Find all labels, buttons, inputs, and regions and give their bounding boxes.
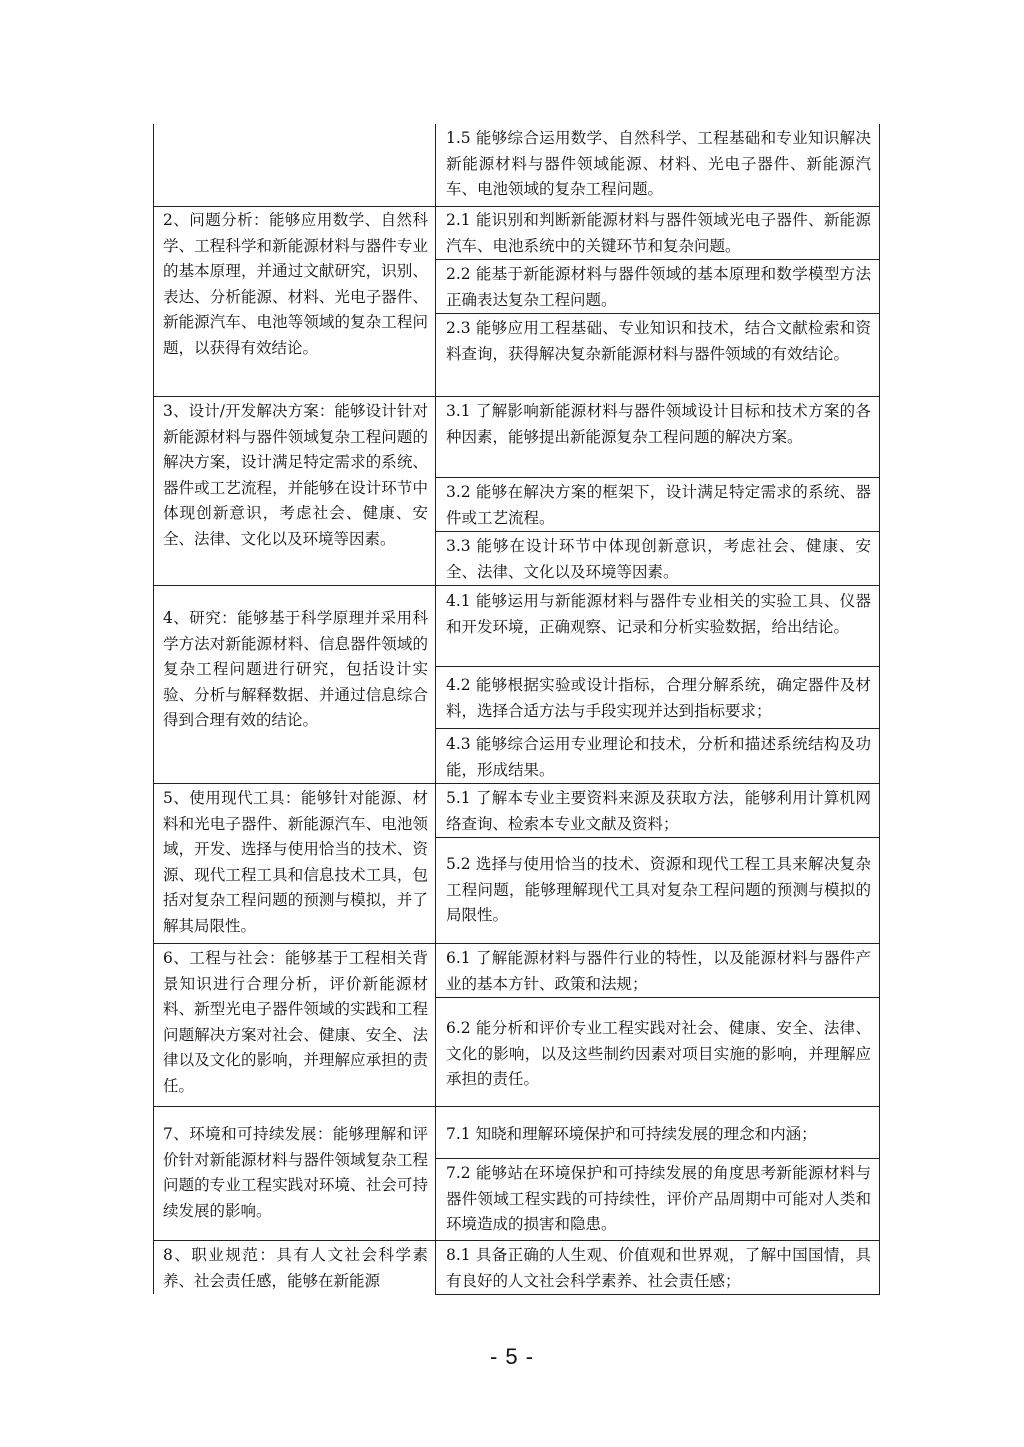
indicator-border [435, 728, 880, 729]
indicator-2-3: 2.3 能够应用工程基础、专业知识和技术，结合文献检索和资料查询，获得解决复杂新能源材料与器件领域的有效结论。 [446, 319, 871, 363]
requirement-5-modern-tools: 5、使用现代工具：能够针对能源、材料和光电子器件、新能源汽车、电池领域，开发、选择与使用恰当的技术、资源、现代工程工具和信息技术工具，包括对复杂工程问题的预测与模拟，并了解其局限性。 [163, 789, 428, 935]
indicator-3-1: 3.1 了解影响新能源材料与器件领域设计目标和技术方案的各种因素，能够提出新能源复杂工程问题的解决方案。 [446, 402, 871, 446]
row-border [153, 396, 880, 397]
requirement-7-environment-sustainability: 7、环境和可持续发展：能够理解和评价针对新能源材料与器件领域复杂工程问题的专业工程实践对环境、社会可持续发展的影响。 [163, 1125, 428, 1220]
indicator-6-1: 6.1 了解能源材料与器件行业的特性，以及能源材料与器件产业的基本方针、政策和法规； [446, 949, 871, 993]
indicator-border [435, 837, 880, 838]
requirement-3-design-solutions: 3、设计/开发解决方案：能够设计针对新能源材料与器件领域复杂工程问题的解决方案，设计满足特定需求的系统、器件或工艺流程，并能够在设计环节中体现创新意识，考虑社会、健康、安全、法律、文化以及环境等因素。 [163, 402, 428, 548]
requirement-4-research: 4、研究：能够基于科学原理并采用科学方法对新能源材料、信息器件领域的复杂工程问题进行研究，包括设计实验、分析与解释数据、并通过信息综合得到合理有效的结论。 [163, 609, 428, 729]
indicator-3-3: 3.3 能够在设计环节中体现创新意识，考虑社会、健康、安全、法律、文化以及环境等因素。 [446, 537, 871, 581]
indicator-border [435, 313, 880, 314]
indicator-5-1: 5.1 了解本专业主要资料来源及获取方法，能够利用计算机网络查询、检索本专业文献及资料； [446, 789, 871, 833]
indicator-5-2: 5.2 选择与使用恰当的技术、资源和现代工程工具来解决复杂工程问题，能够理解现代工具对复杂工程问题的预测与模拟的局限性。 [446, 855, 871, 924]
row-border [153, 585, 880, 586]
requirement-6-engineering-society: 6、工程与社会：能够基于工程相关背景知识进行合理分析，评价新能源材料、新型光电子器件领域的实践和工程问题解决方案对社会、健康、安全、法律以及文化的影响，并理解应承担的责任。 [163, 949, 428, 1095]
indicator-border [435, 531, 880, 532]
indicator-2-1: 2.1 能识别和判断新能源材料与器件领域光电子器件、新能源汽车、电池系统中的关键环节和复杂问题。 [446, 211, 871, 255]
indicator-border [435, 666, 880, 667]
row-border [153, 1240, 880, 1241]
requirement-8-professional-norms: 8、职业规范：具有人文社会科学素养、社会责任感，能够在新能源 [163, 1246, 428, 1290]
indicator-4-2: 4.2 能够根据实验或设计指标，合理分解系统，确定器件及材料，选择合适方法与手段实现并达到指标要求； [446, 676, 871, 720]
row-border [153, 783, 880, 784]
indicator-border [435, 997, 880, 998]
indicator-border [435, 1158, 880, 1159]
indicator-1-5: 1.5 能够综合运用数学、自然科学、工程基础和专业知识解决新能源材料与器件领域能源、材料、光电子器件、新能源汽车、电池领域的复杂工程问题。 [446, 129, 871, 198]
indicator-4-1: 4.1 能够运用与新能源材料与器件专业相关的实验工具、仪器和开发环境，正确观察、记录和分析实验数据，给出结论。 [446, 592, 871, 636]
row-border [153, 1106, 880, 1107]
indicator-4-3: 4.3 能够综合运用专业理论和技术，分析和描述系统结构及功能，形成结果。 [446, 735, 871, 779]
indicator-2-2: 2.2 能基于新能源材料与器件领域的基本原理和数学模型方法正确表达复杂工程问题。 [446, 265, 871, 309]
row-border [435, 1294, 880, 1295]
indicator-8-1: 8.1 具备正确的人生观、价值观和世界观，了解中国国情，具有良好的人文社会科学素养、社会责任感； [446, 1246, 871, 1290]
indicator-7-1: 7.1 知晓和理解环境保护和可持续发展的理念和内涵； [446, 1125, 817, 1143]
indicator-border [435, 477, 880, 478]
requirement-2-problem-analysis: 2、问题分析：能够应用数学、自然科学、工程科学和新能源材料与器件专业的基本原理，并通过文献研究，识别、表达、分析能源、材料、光电子器件、新能源汽车、电池等领域的复杂工程问题，以获得有效结论。 [163, 211, 428, 357]
indicator-3-2: 3.2 能够在解决方案的框架下，设计满足特定需求的系统、器件或工艺流程。 [446, 483, 871, 527]
table-border-right [879, 124, 880, 1294]
page-number: - 5 - [489, 1344, 535, 1369]
row-border [153, 943, 880, 944]
indicator-border [435, 259, 880, 260]
row-border [153, 206, 880, 207]
indicator-6-2: 6.2 能分析和评价专业工程实践对社会、健康、安全、法律、文化的影响，以及这些制约因素对项目实施的影响，并理解应承担的责任。 [446, 1019, 871, 1088]
indicator-7-2: 7.2 能够站在环境保护和可持续发展的角度思考新能源材料与器件领域工程实践的可持续性，评价产品周期中可能对人类和环境造成的损害和隐患。 [446, 1164, 871, 1233]
